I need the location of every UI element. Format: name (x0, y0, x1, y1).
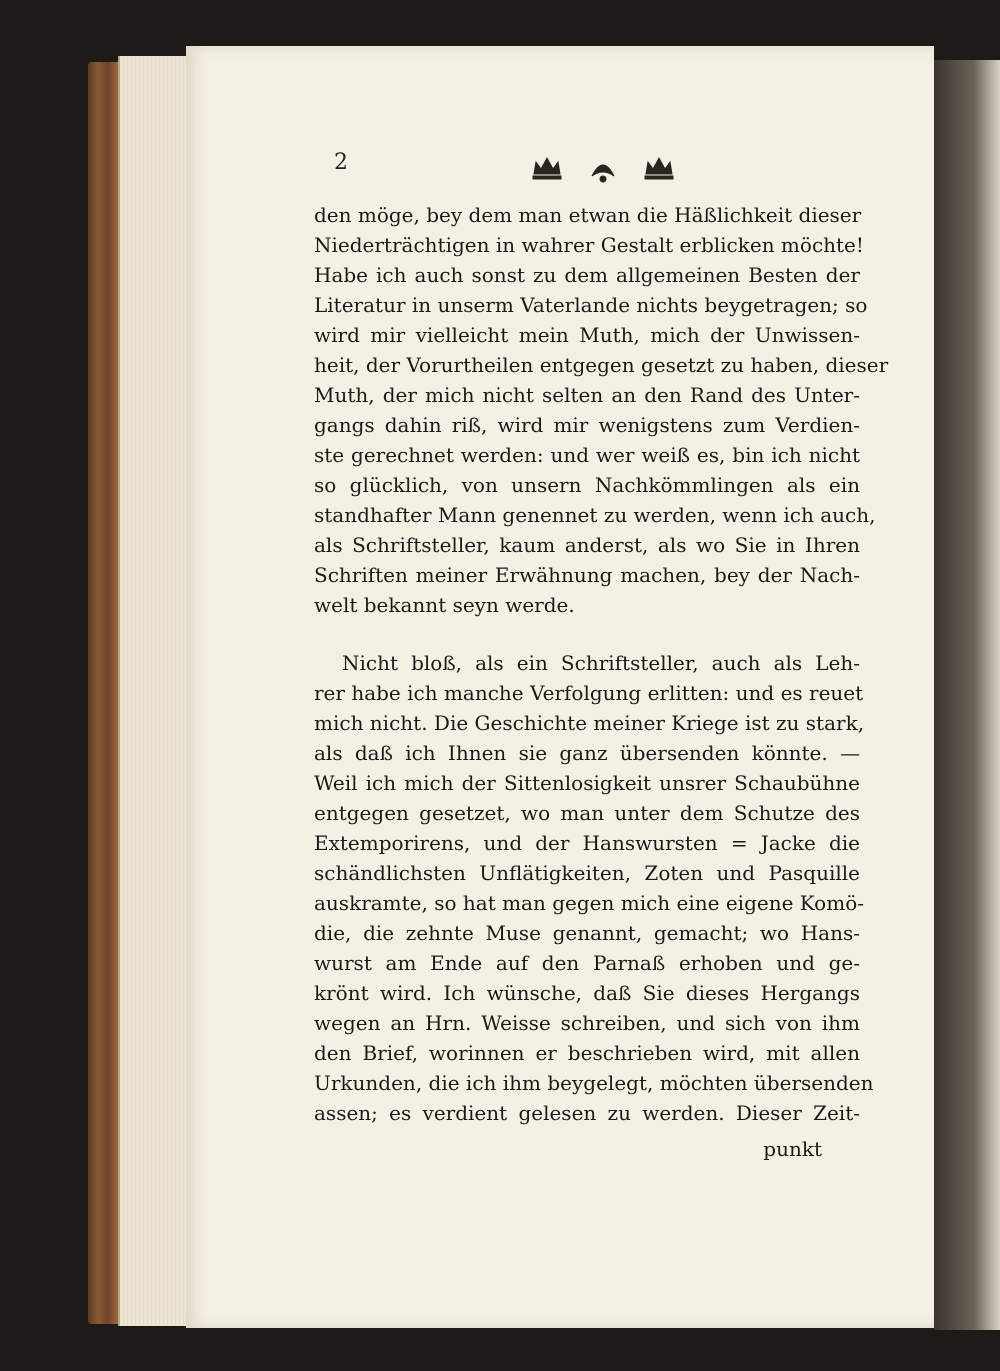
text-line: Extemporirens, und der Hanswursten = Jacke die (314, 831, 860, 855)
text-line: krönt wird. Ich wünsche, daß Sie dieses Hergangs (314, 981, 860, 1005)
text-line: Habe ich auch sonst zu dem allgemeinen Besten der (314, 263, 860, 287)
catchword: punkt (763, 1137, 822, 1161)
text-line: Literatur in unserm Vaterlande nichts beygetragen; so (314, 293, 868, 317)
text-line: gangs dahin riß, wird mir wenigstens zum Verdien- (314, 413, 860, 437)
page-text (314, 200, 889, 1164)
text-line: ste gerechnet werden: und wer weiß es, bin ich nicht (314, 443, 860, 467)
paragraph-2 (314, 648, 874, 1128)
text-line: assen; es verdient gelesen zu werden. Dieser Zeit- (314, 1101, 860, 1125)
text-line: wird mir vielleicht mein Muth, mich der Unwissen- (314, 323, 860, 347)
text-line: mich nicht. Die Geschichte meiner Kriege ist zu stark, (314, 711, 865, 735)
text-line: den Brief, worinnen er beschrieben wird, mit allen (314, 1041, 860, 1065)
text-line: Weil ich mich der Sittenlosigkeit unsrer Schaubühne (314, 771, 860, 795)
text-line: als daß ich Ihnen sie ganz übersenden könnte. — (314, 741, 860, 765)
page-number: 2 (334, 150, 348, 175)
text-line: wegen an Hrn. Weisse schreiben, und sich von ihm (314, 1011, 860, 1035)
right-page-edge (934, 60, 1000, 1330)
text-line: die, die zehnte Muse genannt, gemacht; wo Hans- (314, 921, 860, 945)
paragraph-1 (314, 200, 889, 620)
crown-ornament-icon (528, 152, 678, 186)
text-line: wurst am Ende auf den Parnaß erhoben und ge- (314, 951, 860, 975)
text-line: entgegen gesetzet, wo man unter dem Schutze des (314, 801, 860, 825)
text-line: rer habe ich manche Verfolgung erlitten: und es reuet (314, 681, 864, 705)
text-line: welt bekannt seyn werde. (314, 593, 575, 617)
text-line: den möge, bey dem man etwan die Häßlichkeit dieser (314, 203, 862, 227)
text-line: heit, der Vorurtheilen entgegen gesetzt zu haben, dieser (314, 353, 889, 377)
text-line: standhafter Mann genennet zu werden, wenn ich auch, (314, 503, 876, 527)
text-line: Urkunden, die ich ihm beygelegt, möchten übersenden (314, 1071, 874, 1095)
text-line: Nicht bloß, als ein Schriftsteller, auch als Leh- (342, 651, 860, 675)
text-line: Muth, der mich nicht selten an den Rand des Unter- (314, 383, 860, 407)
text-line: schändlichsten Unflätigkeiten, Zoten und Pasquille (314, 861, 860, 885)
text-line: auskramte, so hat man gegen mich eine eigene Komö- (314, 891, 864, 915)
paragraph-gap (314, 620, 860, 648)
text-line: so glücklich, von unsern Nachkömmlingen als ein (314, 473, 860, 497)
text-line: als Schriftsteller, kaum anderst, als wo Sie in Ihren (314, 533, 860, 557)
text-line: Schriften meiner Erwähnung machen, bey der Nach- (314, 563, 860, 587)
text-line: Niederträchtigen in wahrer Gestalt erblicken möchte! (314, 233, 864, 257)
page-stack-edge (118, 56, 195, 1326)
